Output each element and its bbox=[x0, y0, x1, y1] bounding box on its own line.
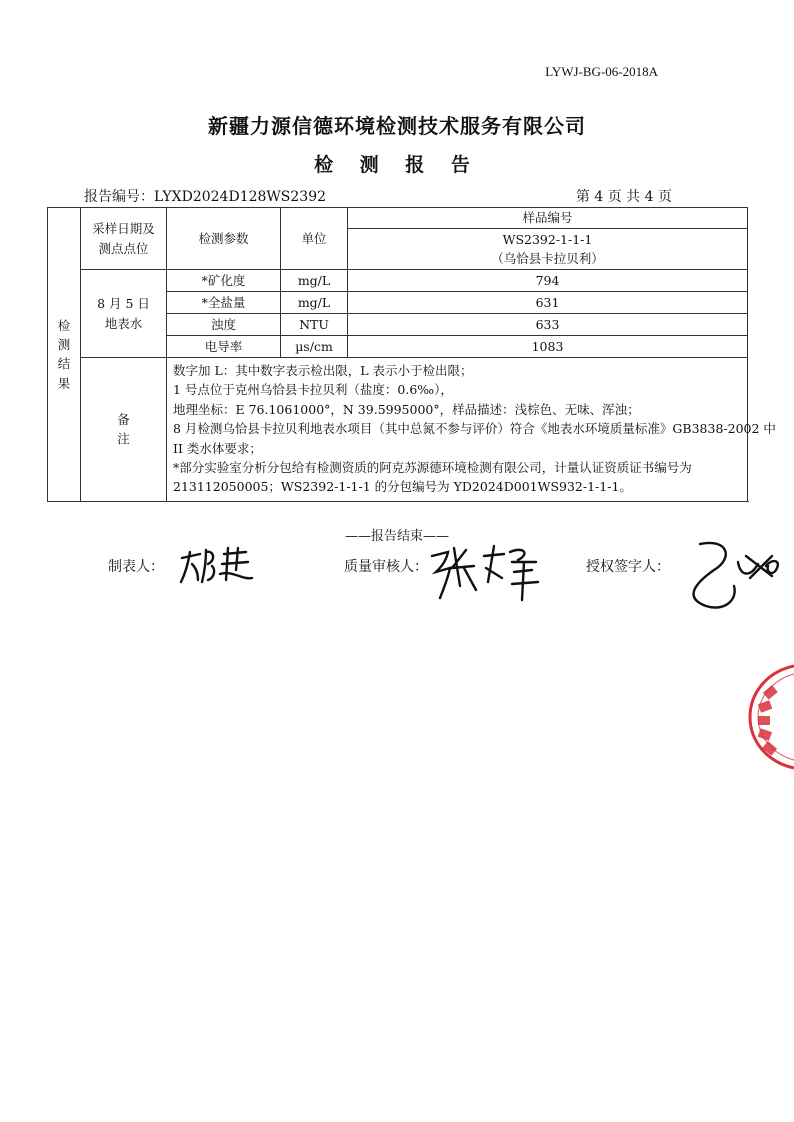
unit-cell: mg/L bbox=[281, 292, 348, 314]
note-line: II 类水体要求； bbox=[173, 440, 262, 456]
param-cell: *全盐量 bbox=[167, 292, 281, 314]
param-cell: 浊度 bbox=[167, 314, 281, 336]
signer-label: 授权签字人： bbox=[586, 559, 670, 575]
reviewer-signature bbox=[428, 538, 548, 604]
page-info: 第 4 页 共 4 页 bbox=[575, 189, 672, 205]
note-line: *部分实验室分析分包给有检测资质的阿克苏源德环境检测有限公司，计量认证资质证书编号为 bbox=[173, 459, 692, 475]
header-unit: 单位 bbox=[281, 208, 348, 270]
prepared-by-signature bbox=[176, 540, 256, 590]
unit-cell: µs/cm bbox=[281, 336, 348, 358]
company-name: 新疆力源信德环境检测技术服务有限公司 bbox=[208, 114, 586, 138]
note-line: 8 月检测乌恰县卡拉贝利地表水项目（其中总氮不参与评价）符合《地表水环境质量标准》GB3838-2002 中 bbox=[173, 421, 776, 437]
param-cell: 电导率 bbox=[167, 336, 281, 358]
date-type-cell: 8 月 5 日 地表水 bbox=[81, 270, 167, 358]
prepared-by-label: 制表人： bbox=[108, 559, 164, 575]
note-line: 213112050005；WS2392-1-1-1 的分包编号为 YD2024D001WS932-1-1-1。 bbox=[173, 479, 632, 495]
reviewer-label: 质量审核人： bbox=[344, 559, 428, 575]
header-sample-number: 样品编号 bbox=[348, 208, 748, 229]
note-line: 地理坐标：E 76.1061000°，N 39.5995000°，样品描述：浅棕色、无味、浑浊； bbox=[173, 401, 640, 417]
param-cell: *矿化度 bbox=[167, 270, 281, 292]
sample-id-cell: WS2392-1-1-1 （乌恰县卡拉贝利） bbox=[348, 229, 748, 270]
document-code: LYWJ-BG-06-2018A bbox=[545, 64, 658, 79]
unit-cell: NTU bbox=[281, 314, 348, 336]
notes-cell bbox=[167, 358, 776, 502]
section-label-notes: 备 注 bbox=[81, 358, 167, 502]
value-cell: 1083 bbox=[348, 336, 748, 358]
section-label-results: 检 测 结 果 bbox=[48, 208, 81, 502]
report-title: 检 测 报 告 bbox=[314, 154, 480, 176]
header-param: 检测参数 bbox=[167, 208, 281, 270]
value-cell: 794 bbox=[348, 270, 748, 292]
unit-cell: mg/L bbox=[281, 270, 348, 292]
results-table bbox=[47, 207, 776, 502]
header-date-point: 采样日期及 测点点位 bbox=[81, 208, 167, 270]
note-line: 1 号点位于克州乌恰县卡拉贝利（盐度：0.6‰）， bbox=[173, 382, 453, 398]
value-cell: 631 bbox=[348, 292, 748, 314]
value-cell: 633 bbox=[348, 314, 748, 336]
report-number: 报告编号：LYXD2024D128WS2392 bbox=[84, 189, 327, 205]
report-end: ——报告结束—— bbox=[344, 529, 449, 544]
red-stamp bbox=[744, 662, 794, 772]
signer-signature bbox=[676, 536, 784, 616]
table-row bbox=[48, 270, 748, 292]
note-line: 数字加 L：其中数字表示检出限，L 表示小于检出限； bbox=[173, 363, 473, 378]
